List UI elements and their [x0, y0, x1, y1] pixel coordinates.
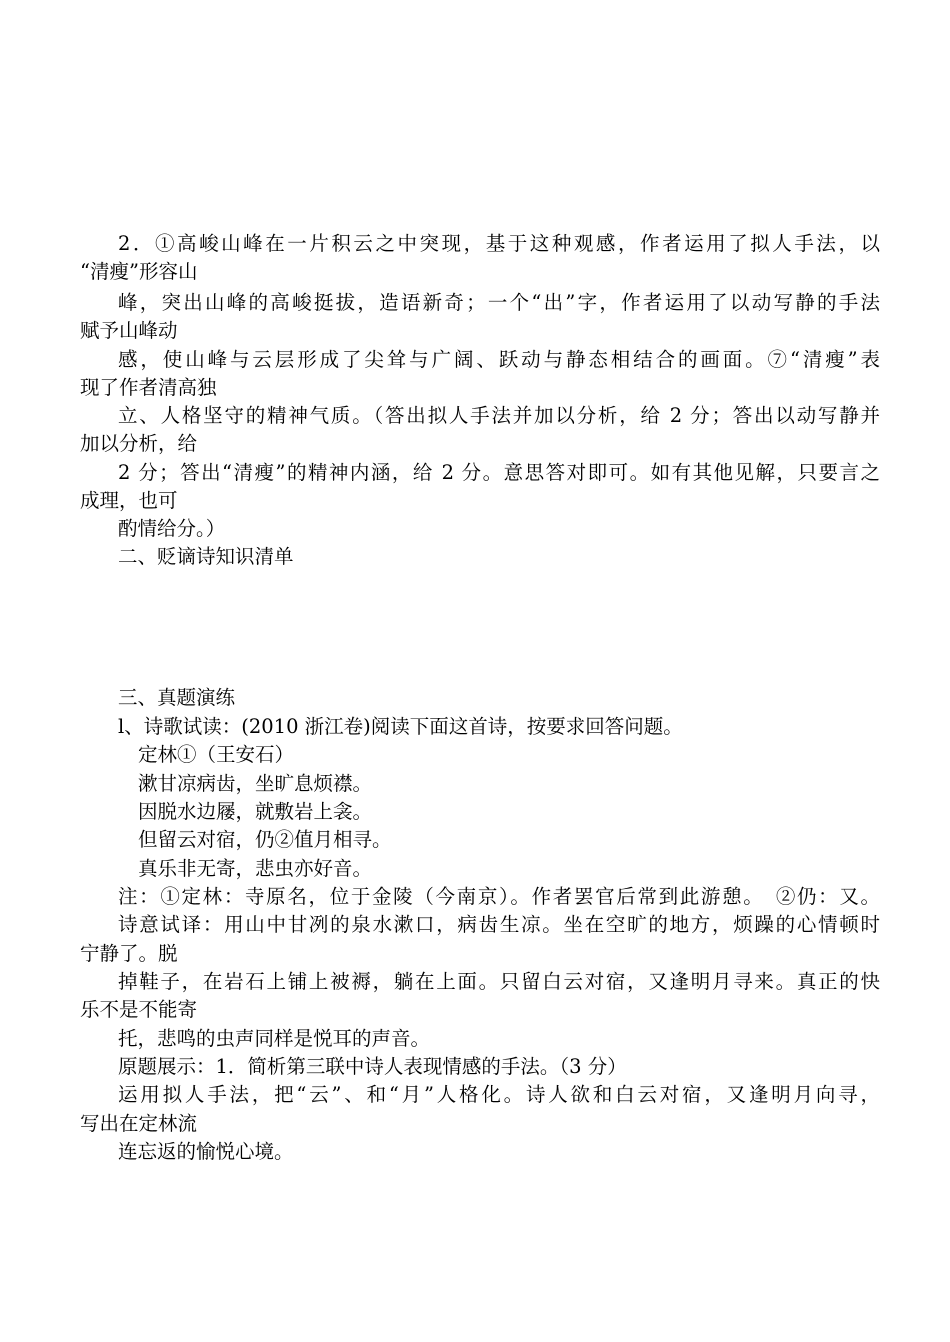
paragraph-line: 立、人格坚守的精神气质。（答出拟人手法并加以分析，给 2 分；答出以动写静并 — [118, 404, 880, 427]
section-heading: 二、贬谪诗知识清单 — [118, 545, 294, 568]
poem-title: 定林①（王安石） — [138, 743, 295, 766]
poem-note: 注：①定林：寺原名，位于金陵（今南京）。作者罢官后常到此游憩。 ②仍：又。 — [118, 885, 880, 908]
paragraph-line: 2 分；答出“清瘦”的精神内涵，给 2 分。意思答对即可。如有其他见解，只要言之 — [118, 461, 880, 484]
paragraph-line: 乐不是不能寄 — [80, 998, 198, 1021]
paragraph-line: 感，使山峰与云层形成了尖耸与广阔、跃动与静态相结合的画面。⑦“清瘦”表 — [118, 348, 880, 371]
paragraph-line: 峰，突出山峰的高峻挺拔，造语新奇；一个“出”字，作者运用了以动写静的手法 — [118, 291, 880, 314]
paragraph-line: 现了作者清高独 — [80, 376, 217, 399]
paragraph-line: 2．①高峻山峰在一片积云之中突现，基于这种观感，作者运用了拟人手法，以 — [118, 232, 880, 255]
paragraph-line: 掉鞋子，在岩石上铺上被褥，躺在上面。只留白云对宿，又逢明月寻来。真正的快 — [118, 970, 880, 993]
paragraph-line: 加以分析，给 — [80, 432, 198, 455]
poem-line: 因脱水边屦，就敷岩上衾。 — [138, 800, 373, 823]
poem-line: 但留云对宿，仍②值月相寻。 — [138, 828, 392, 851]
paragraph-line: 赋予山峰动 — [80, 319, 178, 342]
paragraph-line: 托，悲鸣的虫声同样是悦耳的声音。 — [118, 1027, 431, 1050]
poem-line: 漱甘凉病齿，坐旷息烦襟。 — [138, 772, 373, 795]
paragraph-line: 宁静了。脱 — [80, 942, 178, 965]
paragraph-line: 成理，也可 — [80, 489, 178, 512]
paragraph-line: 酌情给分。） — [118, 517, 226, 540]
poem-line: 真乐非无寄，悲虫亦好音。 — [138, 857, 373, 880]
paragraph-line: 诗意试译：用山中甘冽的泉水漱口，病齿生凉。坐在空旷的地方，烦躁的心情顿时 — [118, 913, 880, 936]
answer-line: 运用拟人手法，把“云”、和“月”人格化。诗人欲和白云对宿，又逢明月向寻， — [118, 1083, 880, 1106]
question-title: l、诗歌试读：(2010 浙江卷)阅读下面这首诗，按要求回答问题。 — [118, 715, 683, 738]
answer-line: 连忘返的愉悦心境。 — [118, 1140, 294, 1163]
section-heading: 三、真题演练 — [118, 686, 236, 709]
paragraph-line: “清瘦”形容山 — [80, 260, 198, 283]
answer-line: 写出在定林流 — [80, 1112, 198, 1135]
question-prompt: 原题展示：1．简析第三联中诗人表现情感的手法。（3 分） — [118, 1055, 627, 1078]
